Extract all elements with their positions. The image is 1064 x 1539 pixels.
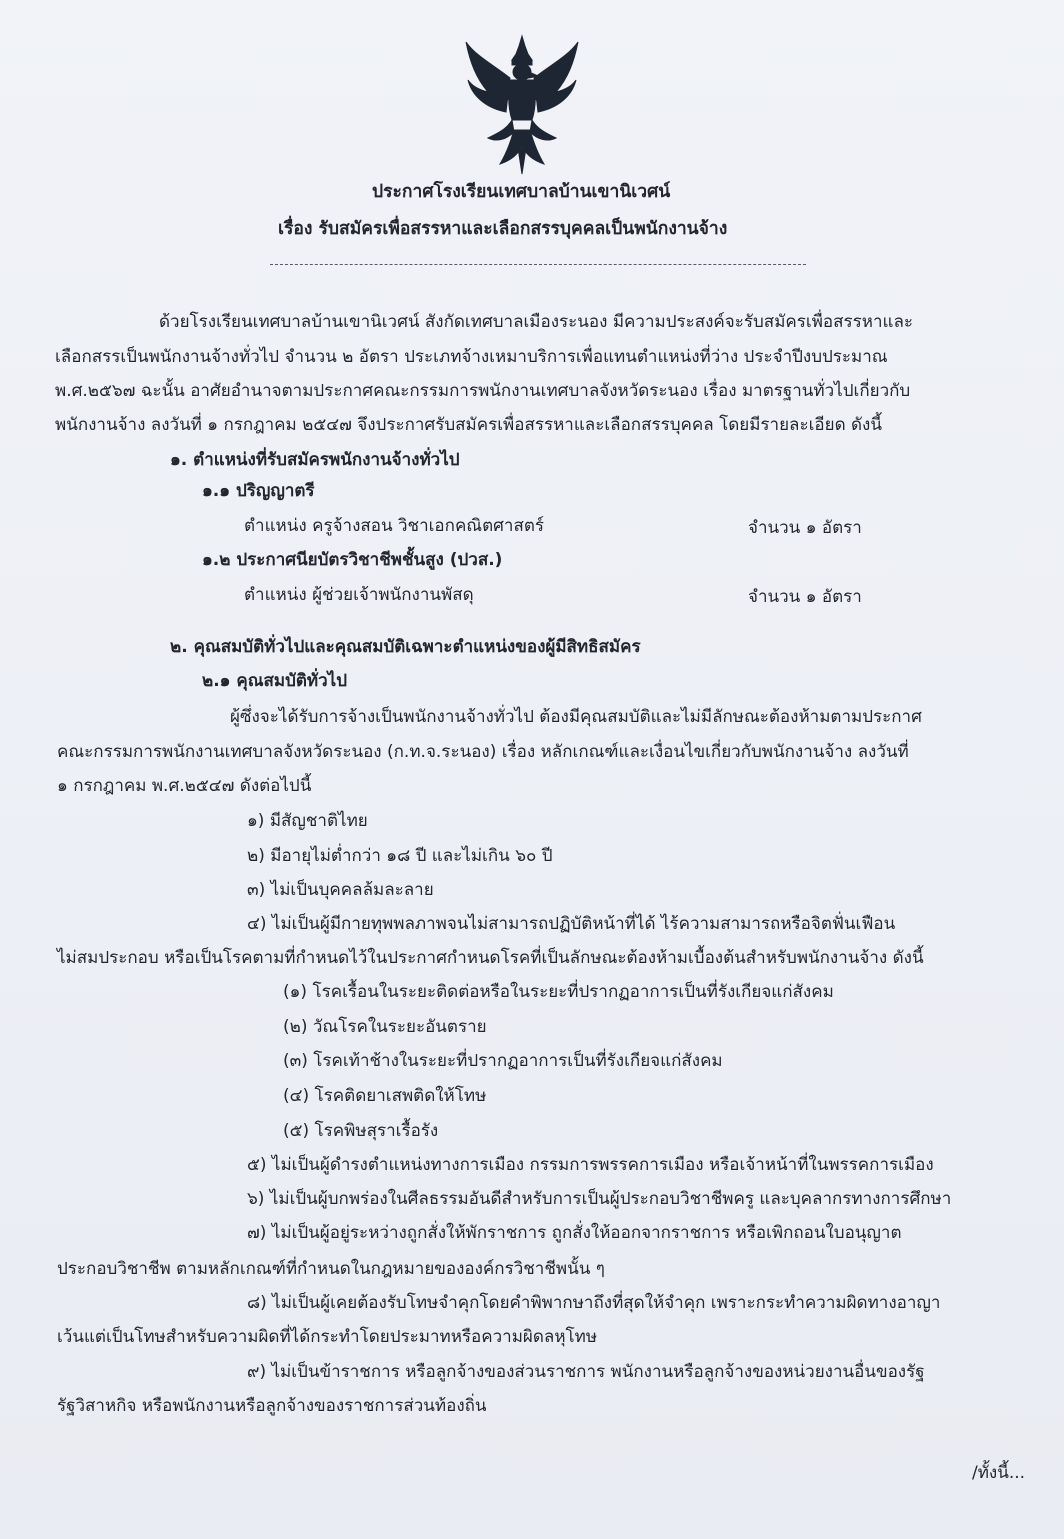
qualification-item-2: ๒) มีอายุไม่ต่ำกว่า ๑๘ ปี และไม่เกิน ๖๐ ปี <box>247 846 553 866</box>
continued-marker: /ทั้งนี้... <box>972 1463 1026 1483</box>
garuda-emblem-icon <box>462 34 582 176</box>
disease-item-2: (๒) วัณโรคในระยะอันตราย <box>283 1017 487 1037</box>
section-1-2-heading: ๑.๒ ประกาศนียบัตรวิชาชีพชั้นสูง (ปวส.) <box>202 550 503 570</box>
intro-line-1: ด้วยโรงเรียนเทศบาลบ้านเขานิเวศน์ สังกัดเทศบาลเมืองระนอง มีความประสงค์จะรับสมัครเพื่อสรรหาและ <box>159 312 914 332</box>
section-2-para-line-1: ผู้ซึ่งจะได้รับการจ้างเป็นพนักงานจ้างทั่วไป ต้องมีคุณสมบัติและไม่มีลักษณะต้องห้ามตามประกาศ <box>230 707 922 727</box>
qualification-item-9-cont: รัฐวิสาหกิจ หรือพนักงานหรือลูกจ้างของราชการส่วนท้องถิ่น <box>57 1396 487 1416</box>
intro-line-4: พนักงานจ้าง ลงวันที่ ๑ กรกฎาคม ๒๕๔๗ จึงประกาศรับสมัครเพื่อสรรหาและเลือกสรรบุคคล โดยมีรายละเอียด ดังนี้ <box>55 415 882 435</box>
document-subject: เรื่อง รับสมัครเพื่อสรรหาและเลือกสรรบุคคลเป็นพนักงานจ้าง <box>278 219 728 239</box>
intro-line-3: พ.ศ.๒๕๖๗ ฉะนั้น อาศัยอำนาจตามประกาศคณะกรรมการพนักงานเทศบาลจังหวัดระนอง เรื่อง มาตรฐานทั่วไปเกี่ยวกับ <box>55 381 911 401</box>
qualification-item-8: ๘) ไม่เป็นผู้เคยต้องรับโทษจำคุกโดยคำพิพากษาถึงที่สุดให้จำคุก เพราะกระทำความผิดทางอาญา <box>247 1293 941 1313</box>
qualification-item-8-cont: เว้นแต่เป็นโทษสำหรับความผิดที่ได้กระทำโดยประมาทหรือความผิดลหุโทษ <box>57 1327 598 1347</box>
title-divider <box>270 264 806 265</box>
qualification-item-3: ๓) ไม่เป็นบุคคลล้มละลาย <box>247 880 434 900</box>
disease-item-1: (๑) โรคเรื้อนในระยะติดต่อหรือในระยะที่ปรากฏอาการเป็นที่รังเกียจแก่สังคม <box>283 982 834 1002</box>
qualification-item-7: ๗) ไม่เป็นผู้อยู่ระหว่างถูกสั่งให้พักราชการ ถูกสั่งให้ออกจากราชการ หรือเพิกถอนใบอนุญาต <box>247 1223 902 1243</box>
section-1-2-position: ตำแหน่ง ผู้ช่วยเจ้าพนักงานพัสดุ <box>244 585 474 605</box>
intro-line-2: เลือกสรรเป็นพนักงานจ้างทั่วไป จำนวน ๒ อัตรา ประเภทจ้างเหมาบริการเพื่อแทนตำแหน่งที่ว่าง ประจำปีงบประมาณ <box>55 347 888 367</box>
disease-item-5: (๕) โรคพิษสุราเรื้อรัง <box>283 1121 439 1141</box>
qualification-item-9: ๙) ไม่เป็นข้าราชการ หรือลูกจ้างของส่วนราชการ พนักงานหรือลูกจ้างของหน่วยงานอื่นของรัฐ <box>247 1362 925 1382</box>
section-1-2-count: จำนวน ๑ อัตรา <box>748 587 862 607</box>
section-2-1-heading: ๒.๑ คุณสมบัติทั่วไป <box>202 671 348 691</box>
section-2-heading: ๒. คุณสมบัติทั่วไปและคุณสมบัติเฉพาะตำแหน่งของผู้มีสิทธิสมัคร <box>170 637 641 657</box>
section-1-1-count: จำนวน ๑ อัตรา <box>748 518 862 538</box>
qualification-item-4: ๔) ไม่เป็นผู้มีกายทุพพลภาพจนไม่สามารถปฏิบัติหน้าที่ได้ ไร้ความสามารถหรือจิตฟั่นเฟือน <box>247 914 896 934</box>
document-title: ประกาศโรงเรียนเทศบาลบ้านเขานิเวศน์ <box>372 182 671 202</box>
section-2-para-line-3: ๑ กรกฎาคม พ.ศ.๒๕๔๗ ดังต่อไปนี้ <box>57 776 312 796</box>
section-1-1-heading: ๑.๑ ปริญญาตรี <box>202 481 315 501</box>
section-2-para-line-2: คณะกรรมการพนักงานเทศบาลจังหวัดระนอง (ก.ท.จ.ระนอง) เรื่อง หลักเกณฑ์และเงื่อนไขเกี่ยวกับพนักงานจ้าง ลงวันที่ <box>57 742 909 762</box>
qualification-item-4-cont: ไม่สมประกอบ หรือเป็นโรคตามที่กำหนดไว้ในประกาศกำหนดโรคที่เป็นลักษณะต้องห้ามเบื้องต้นสำหรับพนักงานจ้าง ดังนี้ <box>57 948 924 968</box>
qualification-item-6: ๖) ไม่เป็นผู้บกพร่องในศีลธรรมอันดีสำหรับการเป็นผู้ประกอบวิชาชีพครู และบุคลากรทางการศึกษา <box>247 1189 952 1209</box>
section-1-1-position: ตำแหน่ง ครูจ้างสอน วิชาเอกคณิตศาสตร์ <box>244 516 545 536</box>
disease-item-3: (๓) โรคเท้าช้างในระยะที่ปรากฏอาการเป็นที่รังเกียจแก่สังคม <box>283 1051 723 1071</box>
qualification-item-1: ๑) มีสัญชาติไทย <box>247 811 368 831</box>
qualification-item-7-cont: ประกอบวิชาชีพ ตามหลักเกณฑ์ที่กำหนดในกฎหมายขององค์กรวิชาชีพนั้น ๆ <box>57 1259 605 1279</box>
section-1-heading: ๑. ตำแหน่งที่รับสมัครพนักงานจ้างทั่วไป <box>170 450 460 470</box>
disease-item-4: (๔) โรคติดยาเสพติดให้โทษ <box>283 1086 487 1106</box>
qualification-item-5: ๕) ไม่เป็นผู้ดำรงตำแหน่งทางการเมือง กรรมการพรรคการเมือง หรือเจ้าหน้าที่ในพรรคการเมือง <box>247 1155 934 1175</box>
